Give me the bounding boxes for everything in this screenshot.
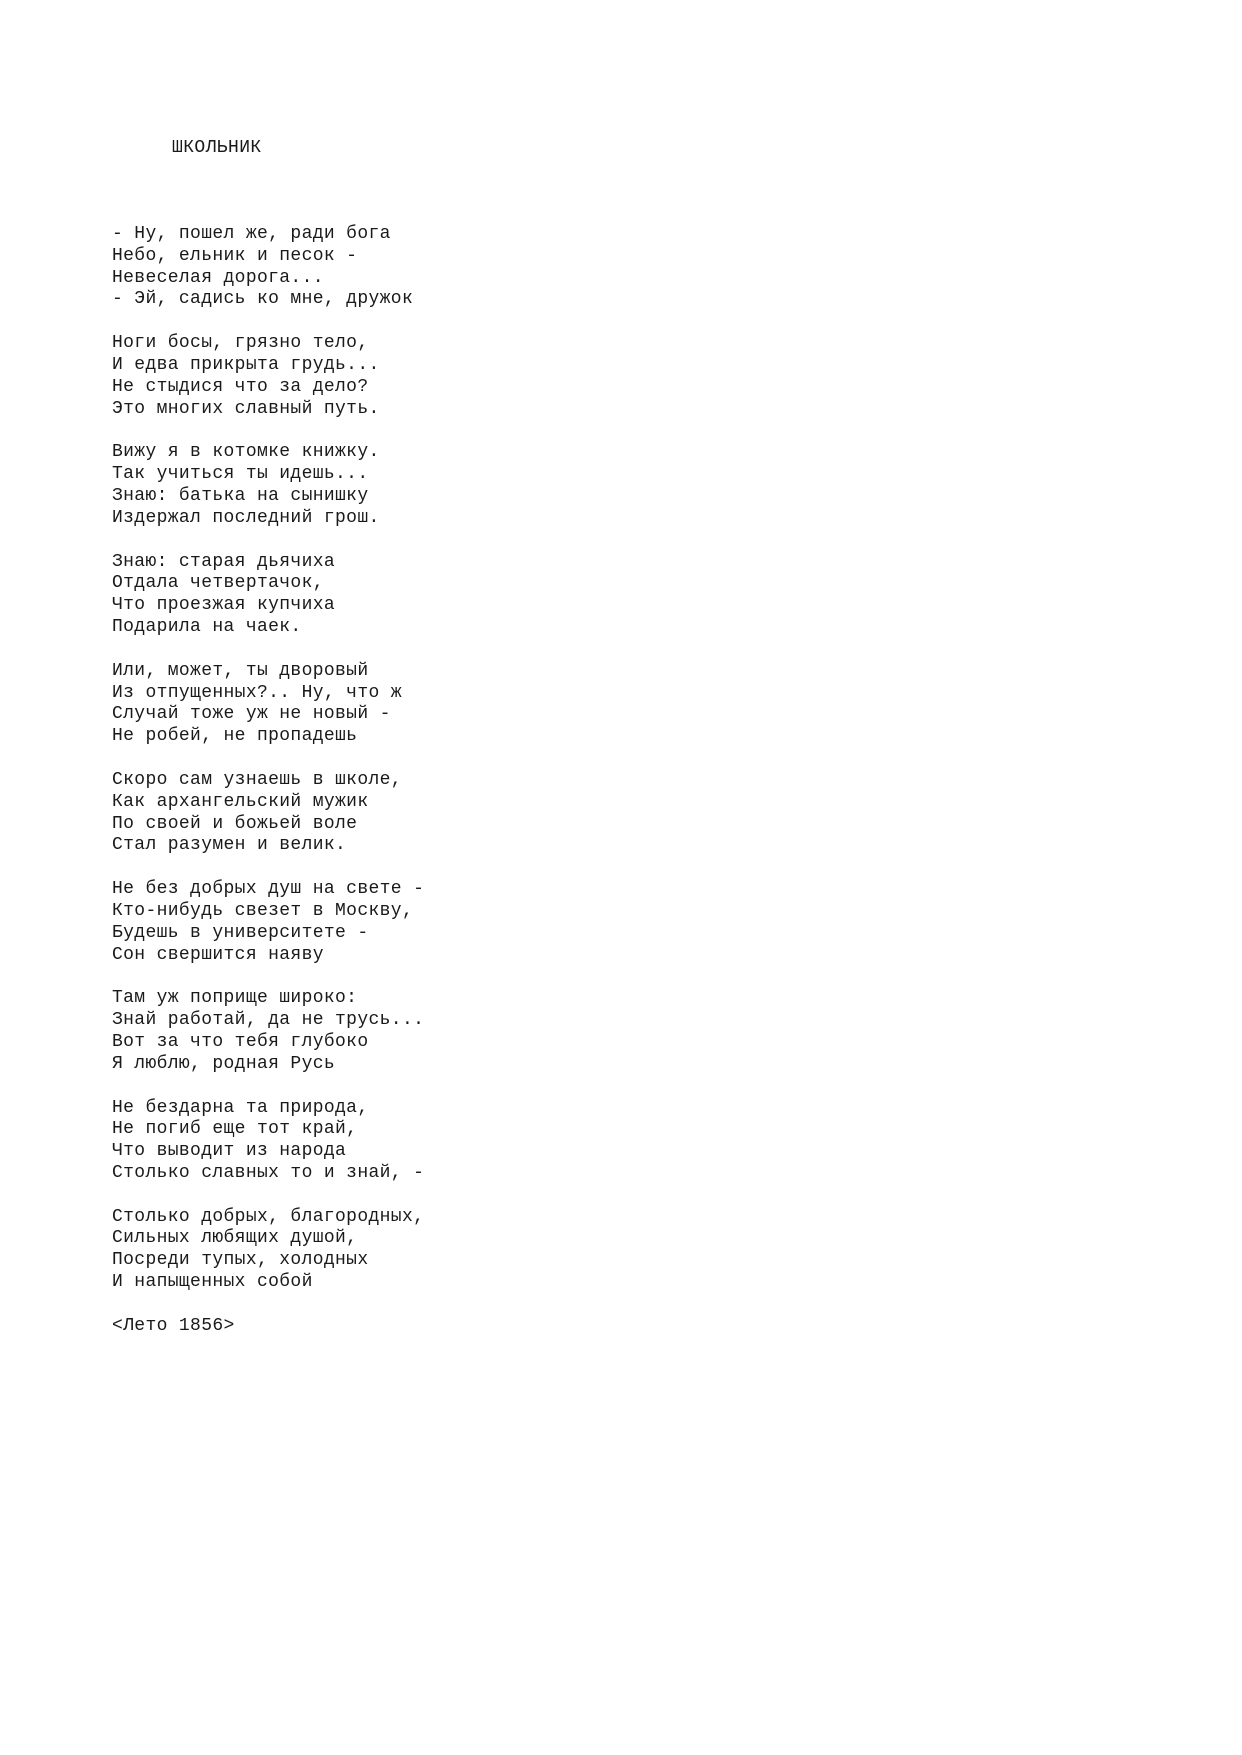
poem-line: Вижу я в котомке книжку. — [112, 442, 380, 463]
poem-line: Там уж поприще широко: — [112, 988, 358, 1009]
poem-line: Не бездарна та природа, — [112, 1097, 369, 1118]
stanza — [112, 1098, 1012, 1185]
poem-line: Сон свершится наяву — [112, 944, 324, 965]
poem-line: По своей и божьей воле — [112, 813, 358, 834]
poem-line: Я люблю, родная Русь — [112, 1053, 336, 1074]
poem-line: Скоро сам узнаешь в школе, — [112, 769, 402, 790]
poem-line: - Эй, садись ко мне, дружок — [112, 289, 414, 310]
stanza — [112, 552, 1012, 639]
poem-line: - Ну, пошел же, ради бога — [112, 224, 391, 244]
poem-line: Так учиться ты идешь... — [112, 464, 369, 485]
poem-line: Или, может, ты дворовый — [112, 660, 369, 681]
poem-line: И напыщенных собой — [112, 1272, 313, 1293]
poem-line: Будешь в университете - — [112, 922, 369, 943]
poem-line: Сильных любящих душой, — [112, 1228, 358, 1249]
poem-line: Случай тоже уж не новый - — [112, 704, 391, 725]
poem-line: Не погиб еще тот край, — [112, 1119, 358, 1140]
poem-line: Посреди тупых, холодных — [112, 1250, 369, 1271]
stanza — [112, 770, 1012, 857]
poem-line: Знаю: батька на сынишку — [112, 485, 369, 506]
poem-line: Издержал последний грош. — [112, 507, 380, 528]
poem-date: <Лето 1856> — [112, 1315, 235, 1336]
poem-line: Стал разумен и велик. — [112, 835, 347, 856]
stanza — [112, 224, 1012, 311]
poem-line: Невеселая дорога... — [112, 267, 324, 288]
poem-line: Подарила на чаек. — [112, 616, 302, 637]
poem-line: Столько добрых, благородных, — [112, 1206, 425, 1227]
poem-line: Знай работай, да не трусь... — [112, 1010, 425, 1031]
poem-line: Отдала четвертачок, — [112, 573, 324, 594]
poem-line: Это многих славный путь. — [112, 398, 380, 419]
poem-body — [112, 224, 1012, 1338]
poem-line: Что выводит из народа — [112, 1141, 347, 1162]
stanza — [112, 661, 1012, 748]
stanza — [112, 879, 1012, 966]
poem-line: Столько славных то и знай, - — [112, 1162, 425, 1183]
poem-line: Как архангельский мужик — [112, 791, 369, 812]
stanza — [112, 988, 1012, 1075]
poem-line: Вот за что тебя глубоко — [112, 1031, 369, 1052]
poem-title: ШКОЛЬНИК — [172, 138, 262, 158]
poem-line: Знаю: старая дьячиха — [112, 551, 336, 572]
poem-line: И едва прикрыта грудь... — [112, 354, 380, 375]
poem-line: Не стыдися что за дело? — [112, 376, 369, 397]
poem-line: Из отпущенных?.. Ну, что ж — [112, 682, 402, 703]
stanza — [112, 442, 1012, 529]
poem-line: Не робей, не пропадешь — [112, 726, 358, 747]
poem-line: Не без добрых душ на свете - — [112, 879, 425, 900]
stanza — [112, 333, 1012, 420]
poem-line: Небо, ельник и песок - — [112, 245, 358, 266]
stanza — [112, 1207, 1012, 1294]
poem-line: Ноги босы, грязно тело, — [112, 333, 369, 354]
poem-line: Кто-нибудь свезет в Москву, — [112, 900, 414, 921]
poem-line: Что проезжая купчиха — [112, 595, 336, 616]
